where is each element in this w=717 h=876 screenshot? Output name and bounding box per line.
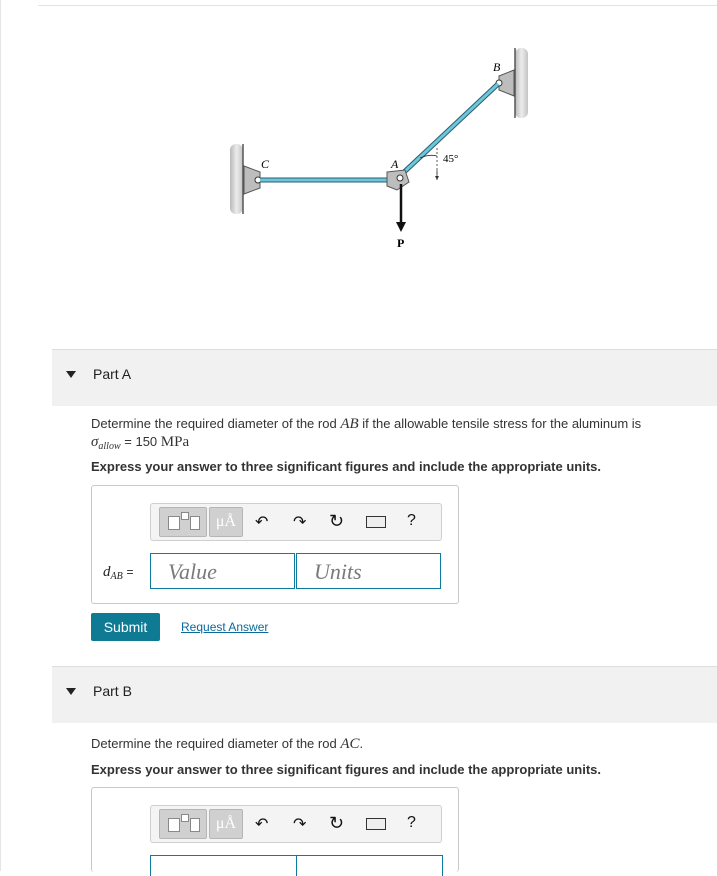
template-button[interactable] [159, 809, 207, 839]
question-text-suffix: if the allowable tensile stress for the aluminum is [362, 416, 642, 431]
top-divider [38, 5, 717, 6]
part-b-header[interactable] [52, 666, 717, 723]
keyboard-icon[interactable] [366, 818, 386, 830]
collapse-caret-icon[interactable] [66, 688, 76, 695]
submit-button[interactable]: Submit [91, 613, 160, 641]
wall-b [515, 48, 528, 118]
units-symbol-button[interactable]: μÅ [209, 507, 243, 537]
redo-icon[interactable]: ↷ [293, 816, 307, 833]
math-toolbar [150, 805, 442, 843]
problem-figure [215, 40, 555, 260]
angle-label: 45° [443, 153, 459, 165]
value-input[interactable]: Value [150, 553, 295, 589]
part-a-answer-box [91, 485, 459, 604]
variable-label: $d_{AB}$ = [103, 564, 134, 582]
help-icon[interactable]: ? [407, 512, 416, 529]
part-a-instruction: Express your answer to three significant figures and include the appropriate units. [91, 459, 601, 474]
template-button[interactable] [159, 507, 207, 537]
part-b-title: Part B [93, 683, 132, 699]
stress-unit: MPa [160, 434, 190, 450]
collapse-caret-icon[interactable] [66, 371, 76, 378]
redo-icon[interactable]: ↷ [293, 514, 307, 531]
reset-icon[interactable]: ↻ [329, 511, 345, 531]
part-b-answer-box [91, 787, 459, 872]
value-input[interactable] [150, 855, 297, 876]
wall-c [230, 144, 243, 214]
part-b-instruction: Express your answer to three significant figures and include the appropriate units. [91, 762, 601, 777]
units-symbol-button[interactable]: μÅ [209, 809, 243, 839]
left-border [0, 0, 1, 871]
undo-icon[interactable]: ↶ [255, 816, 269, 833]
question-text: Determine the required diameter of the rod [91, 416, 337, 431]
label-a: A [391, 157, 399, 171]
part-a-title: Part A [93, 366, 132, 382]
sigma-subscript: allow [98, 441, 121, 452]
request-answer-link[interactable]: Request Answer [181, 620, 269, 634]
part-a-question [91, 415, 691, 456]
reset-icon[interactable]: ↻ [329, 813, 345, 833]
undo-icon[interactable]: ↶ [255, 514, 269, 531]
keyboard-icon[interactable] [366, 516, 386, 528]
rod-name: AC [340, 736, 360, 752]
label-p: P [397, 236, 405, 250]
part-b-question: Determine the required diameter of the rod AC. [91, 736, 364, 752]
math-toolbar [150, 503, 442, 541]
sigma-symbol: σ [91, 434, 99, 450]
units-input[interactable]: Units [296, 553, 441, 589]
units-input[interactable] [296, 855, 443, 876]
rod-name: AB [340, 416, 359, 432]
label-b: B [493, 60, 501, 74]
part-a-header[interactable] [52, 349, 717, 406]
label-c: C [261, 157, 270, 171]
question-text: Determine the required diameter of the rod [91, 736, 337, 751]
help-icon[interactable]: ? [407, 814, 416, 831]
stress-value: = 150 [124, 434, 158, 449]
